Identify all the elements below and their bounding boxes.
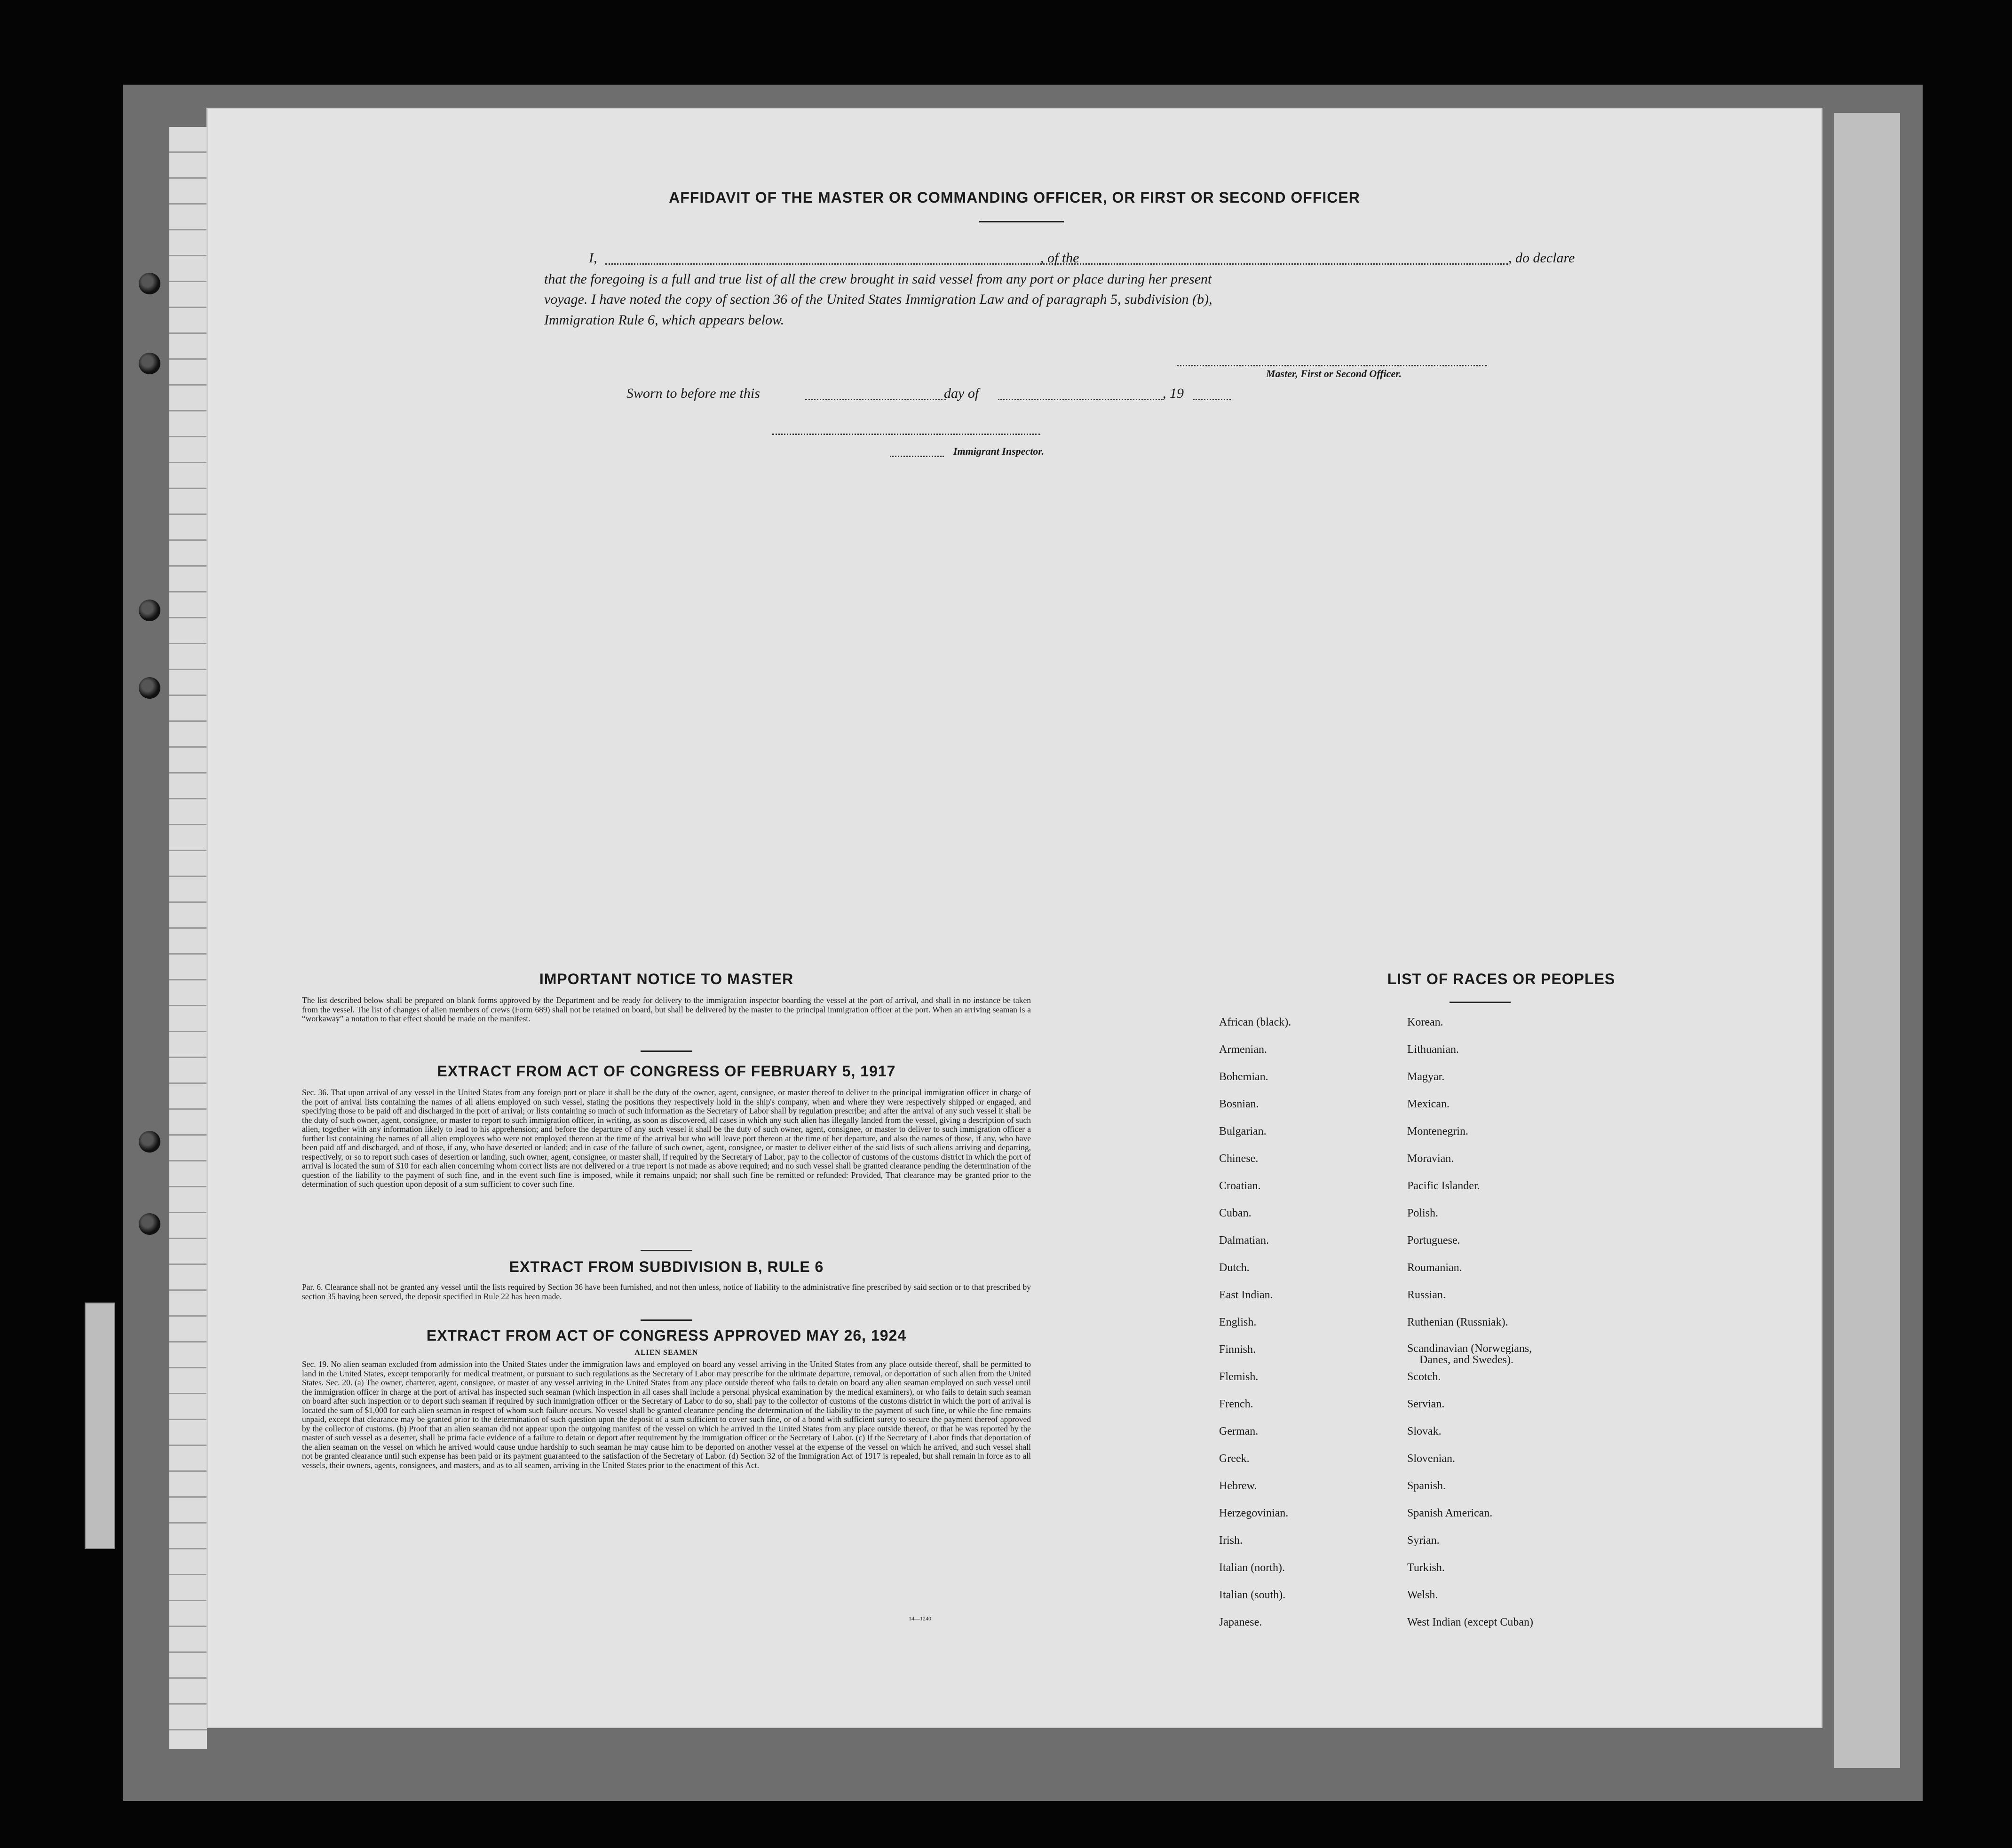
race-item: Slovenian.: [1407, 1453, 1455, 1465]
rule6-title: EXTRACT FROM SUBDIVISION B, RULE 6: [509, 1258, 824, 1275]
race-item: Bosnian.: [1219, 1098, 1259, 1110]
race-item: Croatian.: [1219, 1180, 1261, 1192]
notice-title: IMPORTANT NOTICE TO MASTER: [539, 971, 794, 987]
extract-1917-text: Sec. 36. That upon arrival of any vessel in the United States from any foreign port or place it shall be the duty of the owner, agent, consignee, or master thereof to deliver to the principal immigration officer in charge of the port of arrival lists containing the names of all aliens employed on such vessel, stating the positions they respectively hold in the ship's company, when and where they were respectively shipped or engaged, and specifying those to be paid off and discharged in the port of arrival; or lists containing so much of such information as the Secretary of Labor shall by regulation prescribe; and after the arrival of any such vessel it shall be the duty of such owner, agent, consignee, or master to report to such immigration officer, in writing, as soon as discovered, all cases in which any such alien has illegally landed from the vessel, giving a description of such alien, together with any information likely to lead to his apprehension; and before the departure of any such vessel it shall be the duty of such owner, agent, consignee, or master to deliver to such immigration officer a further list containing the names of all alien employees who were not employed thereon at the time of the arrival but who will leave port thereon at the time of her departure, and also the names of those, if any, who have been paid off and discharged, and of those, if any, who have deserted or landed; and in case of the failure of such owner, agent, consignee, or master to deliver either of the said lists of such aliens arriving and departing, respectively, or so to report such cases of desertion or landing, such owner, agent, consignee, or master shall, if required by the Secretary of Labor, pay to the collector of customs of the customs district in which the port of arrival is located the sum of $10 for each alien concerning whom correct lists are not delivered or a true report is not made as above required; and no such vessel shall be granted clearance pending the determination of the question of the liability to the payment of such fine, and in the event such fine is imposed, while it remains unpaid; nor shall such fine be remitted or refunded: Provided, That clearance may be granted prior to the determination of such question upon deposit of a sum sufficient to cover such fine.: [302, 1088, 1031, 1189]
race-item: Russian.: [1407, 1289, 1446, 1301]
officer-signature-line[interactable]: [1177, 365, 1487, 366]
race-item: Bohemian.: [1219, 1071, 1268, 1083]
race-item: Dalmatian.: [1219, 1234, 1269, 1247]
race-item: Magyar.: [1407, 1071, 1445, 1083]
race-item: Moravian.: [1407, 1153, 1454, 1165]
race-item: Portuguese.: [1407, 1234, 1460, 1247]
manifest-sheet: [208, 109, 1821, 1727]
race-item: Turkish.: [1407, 1562, 1445, 1574]
race-item: Pacific Islander.: [1407, 1180, 1480, 1192]
affidavit-of-the: , of the: [1040, 250, 1079, 266]
extract-1924-text: Sec. 19. No alien seaman excluded from admission into the United States under the immigration laws and employed on board any vessel arriving in the United States from any place outside thereof, shall be permitted to land in the United States, except temporarily for medical treatment, or pursuant to such regulations as the Secretary of Labor may prescribe for the ultimate departure, removal, or deportation of such alien from the United States. Sec. 20. (a) The owner, charterer, agent, consignee, or master of any vessel arriving in the United States from any place outside thereof who fails to detain on board any alien seaman employed on such vessel until the immigration officer in charge at the port of arrival has inspected such seaman (which inspection in all cases shall include a personal physical examination by the medical examiners), or who fails to detain such seaman on board after such inspection or to deport such seaman if required by such immigration officer or the Secretary of Labor to do so, shall pay to the collector of customs of the customs district in which the port of arrival is located the sum of $1,000 for each alien seaman in respect of whom such failure occurs. No vessel shall be granted clearance pending the determination of the liability to the payment of such fine, or while the fine remains unpaid, except that clearance may be granted prior to the determination of such question upon the deposit of a sum sufficient to cover such fine, or of a bond with sufficient surety to secure the payment thereof approved by the collector of customs. (b) Proof that an alien seaman did not appear upon the outgoing manifest of the vessel on which he arrived in the United States from any place outside thereof, or that he was reported by the master of such vessel as a deserter, shall be prima facie evidence of a failure to detain or deport after requirement by the immigration officer or the Secretary of Labor. (c) If the Secretary of Labor finds that deportation of the alien seaman on the vessel on which he arrived would cause undue hardship to such seaman he may cause him to be deported on another vessel at the expense of the vessel on which he arrived, and such vessel shall not be granted clearance until such expense has been paid or its payment guaranteed to the satisfaction of the Secretary of Labor. (d) Section 32 of the Immigration Act of 1917 is repealed, but shall remain in force as to all vessels, their owners, agents, consignees, and masters, and as to all seamen, arriving in the United States prior to the enactment of this Act.: [302, 1359, 1031, 1470]
races-title: LIST OF RACES OR PEOPLES: [1387, 971, 1616, 987]
affidavit-line2: that the foregoing is a full and true list of all the crew brought in said vessel from any port or place during her present: [544, 271, 1212, 287]
races-right-column: [1407, 1016, 1533, 1643]
race-item: Italian (north).: [1219, 1562, 1285, 1574]
race-item-cont: Danes, and Swedes).: [1419, 1354, 1513, 1366]
inspector-label: Immigrant Inspector.: [953, 445, 1045, 457]
race-item: English.: [1219, 1316, 1257, 1328]
left-ledger-edge: [169, 127, 207, 1749]
binder-hole: [139, 273, 160, 294]
race-item: Mexican.: [1407, 1098, 1450, 1110]
form-number: 14—1240: [909, 1615, 931, 1622]
day-blank[interactable]: [805, 399, 946, 400]
binder-hole: [139, 1131, 160, 1153]
race-item: Dutch.: [1219, 1262, 1250, 1274]
extract-1917-rule: [641, 1250, 692, 1251]
race-item: Armenian.: [1219, 1043, 1267, 1056]
race-item: Herzegovinian.: [1219, 1507, 1289, 1519]
sworn-label: Sworn to before me this: [626, 386, 760, 401]
race-item: Greek.: [1219, 1453, 1250, 1465]
alien-seamen-subtitle: ALIEN SEAMEN: [634, 1349, 698, 1357]
race-item: Scandinavian (Norwegians,: [1407, 1343, 1532, 1355]
races-rule: [1450, 1002, 1511, 1003]
race-item: Bulgarian.: [1219, 1125, 1267, 1137]
right-page-edge: [1834, 113, 1900, 1768]
race-item: Ruthenian (Russniak).: [1407, 1316, 1508, 1328]
inspector-dot-lead: [890, 456, 944, 457]
race-item: Lithuanian.: [1407, 1043, 1459, 1056]
race-item: West Indian (except Cuban): [1407, 1616, 1533, 1628]
rule6-rule: [641, 1319, 692, 1321]
race-item: Syrian.: [1407, 1534, 1440, 1547]
race-item: Welsh.: [1407, 1589, 1438, 1601]
race-item: Chinese.: [1219, 1153, 1259, 1165]
race-item: Hebrew.: [1219, 1480, 1257, 1492]
notice-text: The list described below shall be prepared on blank forms approved by the Department and be ready for delivery to the immigration inspector boarding the vessel at the port of arrival, and shall in no instance be taken from the vessel. The list of changes of alien members of crews (Form 689) shall not be retained on board, but shall be delivered by the master to the principal immigration officer at the port. When an arriving seaman is a “workaway” a notation to that effect should be made on the manifest.: [302, 995, 1031, 1023]
month-blank[interactable]: [998, 399, 1163, 400]
binding-clip: [85, 1303, 115, 1549]
inspector-signature-line[interactable]: [772, 434, 1040, 435]
race-item: Scotch.: [1407, 1371, 1441, 1383]
binder-hole: [139, 677, 160, 699]
race-item: Spanish American.: [1407, 1507, 1493, 1519]
binder-hole: [139, 1213, 160, 1235]
race-item: Korean.: [1407, 1016, 1443, 1028]
race-item: Finnish.: [1219, 1343, 1256, 1356]
race-item: Irish.: [1219, 1534, 1243, 1547]
extract-1917-title: EXTRACT FROM ACT OF CONGRESS OF FEBRUARY 5, 1917: [437, 1063, 896, 1080]
day-of-label: day of: [944, 386, 979, 401]
affidavit-line4: Immigration Rule 6, which appears below.: [544, 312, 784, 328]
race-item: Flemish.: [1219, 1371, 1259, 1383]
race-item: African (black).: [1219, 1016, 1291, 1028]
notice-rule: [641, 1050, 692, 1052]
extract-1924-title: EXTRACT FROM ACT OF CONGRESS APPROVED MAY 26, 1924: [426, 1327, 907, 1344]
affidavit-line3: voyage. I have noted the copy of section 36 of the United States Immigration Law and of paragraph 5, subdivision (b),: [544, 292, 1212, 307]
affidavit-i: I,: [589, 250, 597, 266]
affidavit-title: AFFIDAVIT OF THE MASTER OR COMMANDING OFFICER, OR FIRST OR SECOND OFFICER: [669, 189, 1360, 206]
title-rule: [979, 221, 1064, 222]
race-item: French.: [1219, 1398, 1253, 1410]
races-left-column: [1219, 1016, 1291, 1643]
rule6-text: Par. 6. Clearance shall not be granted any vessel until the lists required by Section 36 have been furnished, and not then unless, notice of liability to the administrative fine prescribed by said section or to that prescribed by section 35 having been served, the deposit specified in Rule 22 has been made.: [302, 1282, 1031, 1301]
race-item: Cuban.: [1219, 1207, 1252, 1219]
race-item: Japanese.: [1219, 1616, 1262, 1628]
race-item: Slovak.: [1407, 1425, 1442, 1437]
year-blank[interactable]: [1193, 399, 1231, 400]
race-item: Polish.: [1407, 1207, 1439, 1219]
race-item: Spanish.: [1407, 1480, 1446, 1492]
race-item: East Indian.: [1219, 1289, 1273, 1301]
officer-label: Master, First or Second Officer.: [1266, 368, 1402, 379]
race-item-scandinavian: [1407, 1343, 1533, 1370]
vessel-blank[interactable]: [1099, 263, 1508, 265]
binder-hole: [139, 600, 160, 621]
year-label: , 19: [1163, 386, 1184, 401]
race-item: Italian (south).: [1219, 1589, 1286, 1601]
race-item: Roumanian.: [1407, 1262, 1462, 1274]
race-item: Servian.: [1407, 1398, 1445, 1410]
affidavit-declare: , do declare: [1508, 250, 1575, 266]
binder-hole: [139, 353, 160, 374]
race-item: Montenegrin.: [1407, 1125, 1468, 1137]
race-item: German.: [1219, 1425, 1259, 1437]
